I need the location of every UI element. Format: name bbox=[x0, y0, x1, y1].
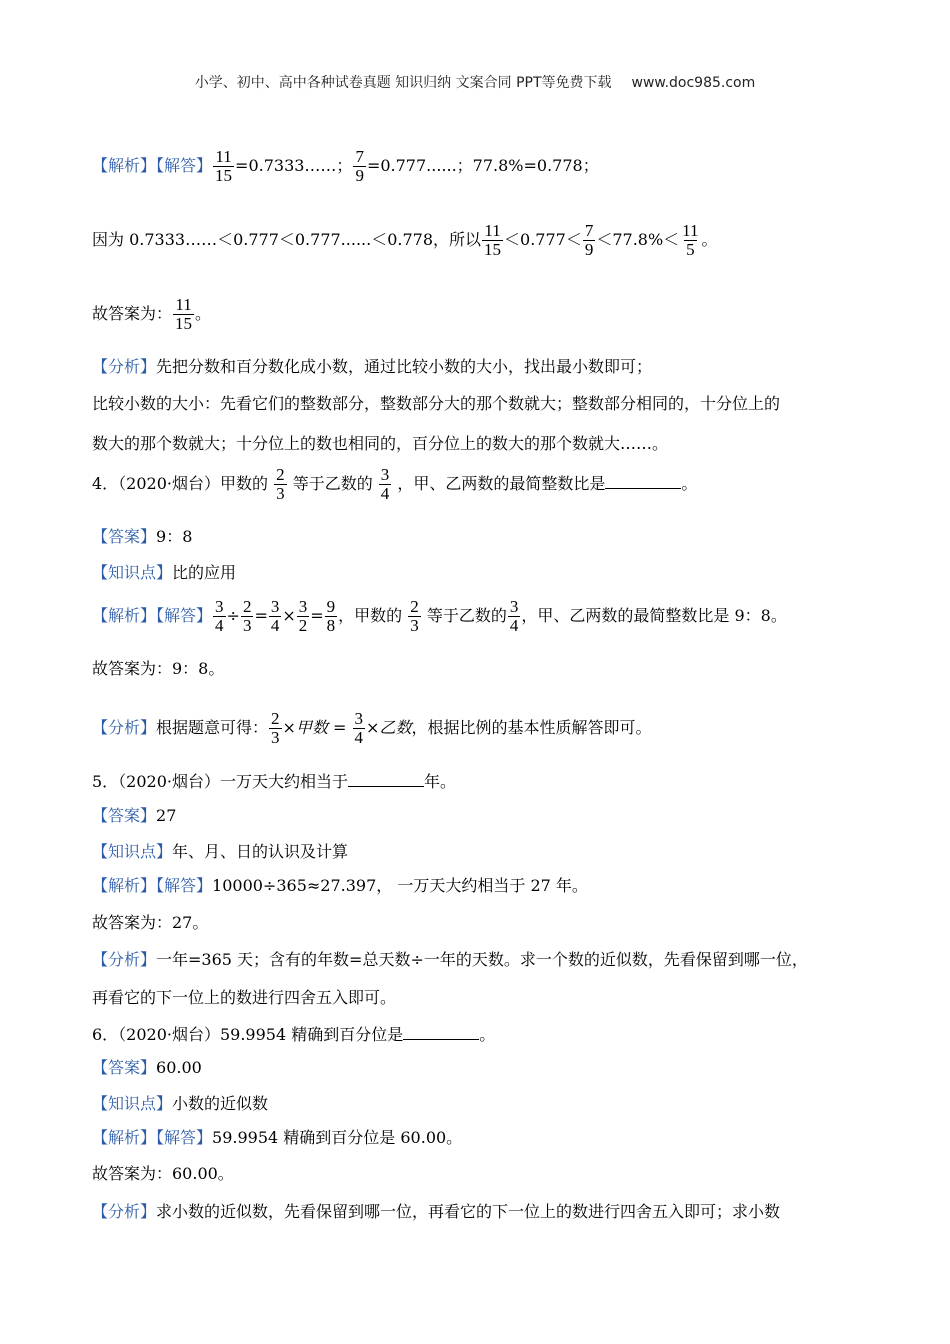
text: ，根据比例的基本性质解答即可。 bbox=[411, 717, 652, 737]
text: 数大的那个数就大；十分位上的数也相同的，百分位上的数大的那个数就大……。 bbox=[92, 434, 669, 453]
tag-jieda: 【解答】 bbox=[156, 155, 213, 175]
answer-blank bbox=[348, 772, 424, 787]
fraction: $\frac{7}{9}$ bbox=[355, 147, 364, 185]
fraction: $\frac{2}{3}$ bbox=[242, 597, 252, 635]
q6-fenxi bbox=[92, 1204, 780, 1220]
text: 乙数 bbox=[379, 717, 412, 737]
answer-blank bbox=[605, 474, 681, 489]
text: ，甲、乙两数的最简整数比是 bbox=[397, 473, 606, 493]
fraction: $\frac{2}{3}$ bbox=[276, 465, 285, 503]
text: 因为 0.7333……＜0.777＜0.777......＜0.778，所以 bbox=[92, 229, 482, 249]
answer-line bbox=[92, 296, 211, 333]
q5-answer bbox=[92, 808, 176, 824]
text: =0.7333……； bbox=[235, 155, 353, 175]
fraction: $\frac{11}{15}$ bbox=[484, 221, 502, 259]
text: ，甲数的 bbox=[338, 605, 403, 625]
text: 59.9954 精确到百分位是 60.00。 bbox=[212, 1128, 463, 1147]
q4-fenxi bbox=[92, 710, 651, 747]
q4-knowledge bbox=[92, 565, 236, 581]
text: 27 bbox=[156, 806, 177, 825]
text: 。 bbox=[479, 1025, 496, 1044]
fenxi-line-1 bbox=[92, 359, 652, 375]
text: 年、月、日的认识及计算 bbox=[172, 842, 349, 861]
fenxi-line-3 bbox=[92, 436, 668, 452]
question-5 bbox=[92, 772, 456, 790]
jiexi-line-1 bbox=[92, 148, 599, 185]
tag-daan: 【答案】 bbox=[92, 1058, 157, 1077]
text: 一年=365 天；含有的年数=总天数÷一年的天数。求一个数的近似数，先看保留到哪一位， bbox=[156, 950, 808, 969]
q4-gu bbox=[92, 661, 224, 677]
text: 小数的近似数 bbox=[172, 1094, 269, 1113]
tag-jiexi: 【解析】 bbox=[92, 605, 157, 625]
text: ＜77.8%＜ bbox=[596, 229, 680, 249]
answer-blank bbox=[403, 1025, 479, 1040]
q4-answer bbox=[92, 529, 192, 545]
fraction: $\frac{3}{4}$ bbox=[270, 597, 280, 635]
q5-knowledge bbox=[92, 844, 348, 860]
operator: ÷ bbox=[226, 605, 240, 625]
tag-fenxi: 【分析】 bbox=[92, 1202, 157, 1221]
tag-jieda: 【解答】 bbox=[156, 605, 213, 625]
tag-jieda: 【解答】 bbox=[156, 1128, 213, 1147]
text: 10000÷365≈27.397， 一万天大约相当于 27 年。 bbox=[212, 876, 588, 895]
text: 5．（2020·烟台）一万天大约相当于 bbox=[92, 772, 348, 791]
fraction: $\frac{3}{4}$ bbox=[354, 709, 364, 747]
text: 年。 bbox=[424, 772, 457, 791]
q4-jiexi bbox=[92, 598, 787, 635]
fraction: $\frac{3}{4}$ bbox=[380, 465, 390, 503]
fraction: $\frac{2}{3}$ bbox=[271, 709, 280, 747]
fraction: $\frac{11}{15}$ bbox=[175, 295, 193, 333]
operator: × bbox=[282, 605, 296, 625]
text: 6．（2020·烟台）59.9954 精确到百分位是 bbox=[92, 1025, 404, 1044]
operator: = bbox=[254, 605, 268, 625]
compare-line bbox=[92, 222, 718, 259]
fraction: $\frac{7}{9}$ bbox=[584, 221, 594, 259]
q5-fenxi-2 bbox=[92, 990, 396, 1006]
text: 4．（2020·烟台）甲数的 bbox=[92, 473, 268, 493]
q5-jiexi bbox=[92, 878, 588, 894]
q5-fenxi-1 bbox=[92, 952, 808, 968]
text: 故答案为：9：8。 bbox=[92, 659, 225, 678]
tag-daan: 【答案】 bbox=[92, 527, 157, 546]
q6-answer bbox=[92, 1060, 202, 1076]
fraction: $\frac{11}{5}$ bbox=[682, 221, 699, 259]
text: ，甲、乙两数的最简整数比是 9：8。 bbox=[521, 605, 787, 625]
text: 再看它的下一位上的数进行四舍五入即可。 bbox=[92, 988, 397, 1007]
question-6 bbox=[92, 1025, 495, 1043]
header-text: 小学、初中、高中各种试卷真题 知识归纳 文案合同 PPT等免费下载 bbox=[194, 75, 612, 91]
tag-jiexi: 【解析】 bbox=[92, 876, 157, 895]
text: 。 bbox=[681, 473, 698, 493]
tag-zhishidian: 【知识点】 bbox=[92, 563, 173, 582]
q6-knowledge bbox=[92, 1096, 268, 1112]
operator: × bbox=[366, 717, 380, 737]
q5-gu bbox=[92, 915, 208, 931]
tag-zhishidian: 【知识点】 bbox=[92, 1094, 173, 1113]
tag-jiexi: 【解析】 bbox=[92, 1128, 157, 1147]
text: 比的应用 bbox=[172, 563, 237, 582]
operator: = bbox=[310, 605, 324, 625]
page-header bbox=[0, 72, 950, 92]
fraction: $\frac{2}{3}$ bbox=[410, 597, 419, 635]
fraction: $\frac{3}{4}$ bbox=[215, 597, 224, 635]
question-4 bbox=[92, 466, 697, 503]
text: 根据题意可得： bbox=[156, 717, 269, 737]
q6-jiexi bbox=[92, 1130, 462, 1146]
text: 比较小数的大小：先看它们的整数部分，整数部分大的那个数就大；整数部分相同的，十分位上的 bbox=[92, 394, 781, 413]
operator: × bbox=[282, 717, 296, 737]
fraction: $\frac{11}{15}$ bbox=[215, 147, 233, 185]
operator: = bbox=[333, 717, 347, 737]
fraction: $\frac{9}{8}$ bbox=[326, 597, 336, 635]
text: 先把分数和百分数化成小数，通过比较小数的大小，找出最小数即可； bbox=[156, 357, 653, 376]
text: 。 bbox=[701, 229, 718, 249]
tag-jieda: 【解答】 bbox=[156, 876, 213, 895]
text: 60.00 bbox=[156, 1058, 202, 1077]
text: 求小数的近似数，先看保留到哪一位，再看它的下一位上的数进行四舍五入即可；求小数 bbox=[156, 1202, 781, 1221]
q6-gu bbox=[92, 1166, 234, 1182]
text: =0.777......；77.8%=0.778； bbox=[366, 155, 599, 175]
text: 故答案为：27。 bbox=[92, 913, 209, 932]
fraction: $\frac{3}{2}$ bbox=[298, 597, 308, 635]
tag-jiexi: 【解析】 bbox=[92, 155, 157, 175]
text: ＜0.777＜ bbox=[504, 229, 582, 249]
fenxi-line-2 bbox=[92, 396, 780, 412]
tag-fenxi: 【分析】 bbox=[92, 950, 157, 969]
tag-zhishidian: 【知识点】 bbox=[92, 842, 173, 861]
tag-fenxi: 【分析】 bbox=[92, 357, 157, 376]
text: 故答案为： bbox=[92, 303, 173, 323]
fraction: $\frac{3}{4}$ bbox=[509, 597, 519, 635]
text: 9：8 bbox=[156, 527, 193, 546]
tag-fenxi: 【分析】 bbox=[92, 717, 157, 737]
tag-daan: 【答案】 bbox=[92, 806, 157, 825]
text: 。 bbox=[195, 303, 212, 323]
header-url[interactable]: www.doc985.com bbox=[631, 75, 756, 91]
text: 等于乙数的 bbox=[426, 605, 507, 625]
text: 故答案为：60.00。 bbox=[92, 1164, 234, 1183]
text: 等于乙数的 bbox=[292, 473, 373, 493]
text: 甲数 bbox=[295, 717, 328, 737]
